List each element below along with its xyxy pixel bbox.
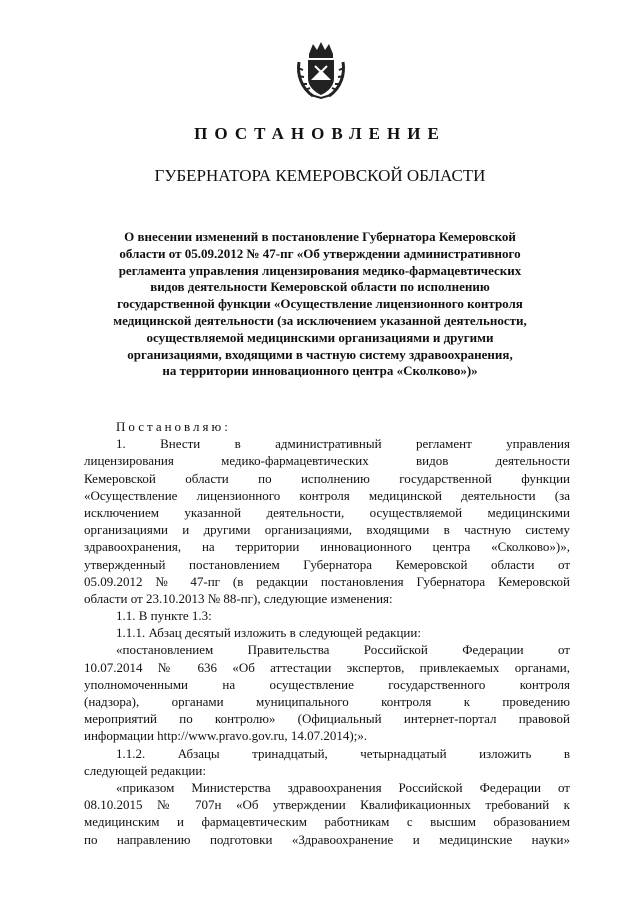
body-line: утвержденный постановлением Губернатора Кемеровской области от bbox=[84, 556, 570, 572]
body-line: 1.1.1. Абзац десятый изложить в следующей редакции: bbox=[116, 625, 421, 641]
body-line: 1.1.2. Абзацы тринадцатый, четырнадцатый изложить в bbox=[116, 745, 570, 761]
document-body bbox=[84, 418, 570, 848]
body-line: «приказом Министерства здравоохранения Российской Федерации от bbox=[116, 779, 570, 795]
document-title: ПОСТАНОВЛЕНИЕ bbox=[194, 124, 446, 143]
body-line: 1.1. В пункте 1.3: bbox=[116, 608, 212, 624]
heading-line: государственной функции «Осуществление лицензионного контроля bbox=[117, 296, 523, 312]
heading-line: осуществляемой медицинскими организациями и другими bbox=[146, 329, 494, 345]
body-line: области от 23.10.2013 № 88-пг), следующие изменения: bbox=[84, 590, 393, 606]
body-line: 05.09.2012 № 47-пг (в редакции постановления Губернатора Кемеровской bbox=[84, 573, 570, 589]
body-line: «Осуществление лицензионного контроля медицинской деятельности (за bbox=[84, 487, 570, 503]
body-line: мероприятий по контролю» (Официальный интернет-портал правовой bbox=[84, 711, 570, 727]
body-line: 10.07.2014 № 636 «Об аттестации экспертов, привлекаемых органами, bbox=[84, 659, 570, 675]
body-line: 1. Внести в административный регламент управления bbox=[116, 436, 570, 452]
body-line: информации http://www.pravo.gov.ru, 14.07.2014);». bbox=[84, 728, 368, 744]
body-line: исключением указанной деятельности, осуществляемой медицинскими bbox=[84, 504, 570, 520]
heading-line: регламента управления лицензирования медико-фармацевтических bbox=[118, 262, 522, 278]
document-heading bbox=[70, 229, 570, 380]
body-line: лицензирования медико-фармацевтических видов деятельности bbox=[84, 453, 570, 469]
body-line: организациями и другими организациями, входящими в частную систему bbox=[84, 522, 570, 538]
body-line: медицинским и фармацевтическим работникам с высшим образованием bbox=[84, 814, 570, 830]
body-line: здравоохранения, на территории инновационного центра «Сколково»)», bbox=[84, 539, 570, 555]
body-line: 08.10.2015 № 707н «Об утверждении Квалификационных требований к bbox=[84, 797, 570, 813]
coat-of-arms-icon bbox=[295, 40, 347, 100]
heading-line: организациями, входящими в частную систему здравоохранения, bbox=[127, 346, 513, 362]
body-line: (надзора), органами муниципального контроля к проведению bbox=[84, 694, 570, 709]
heading-line: видов деятельности Кемеровской области по исполнению bbox=[150, 279, 490, 295]
body-line: уполномоченными на осуществление государственного контроля bbox=[84, 676, 570, 692]
body-line: Постановляю: bbox=[116, 419, 231, 434]
heading-line: медицинской деятельности (за исключением указанной деятельности, bbox=[113, 312, 527, 328]
document-issuer: ГУБЕРНАТОРА КЕМЕРОВСКОЙ ОБЛАСТИ bbox=[154, 166, 486, 185]
body-line: Кемеровской области по исполнению государственной функции bbox=[84, 470, 570, 486]
heading-line: О внесении изменений в постановление Губернатора Кемеровской bbox=[124, 229, 516, 244]
body-line: «постановлением Правительства Российской Федерации от bbox=[116, 642, 570, 658]
body-line: следующей редакции: bbox=[84, 762, 206, 778]
body-line: по направлению подготовки «Здравоохранение и медицинские науки» bbox=[84, 831, 570, 847]
heading-line: области от 05.09.2012 № 47-пг «Об утверждении административного bbox=[119, 245, 521, 261]
heading-line: на территории инновационного центра «Сколково»)» bbox=[162, 363, 478, 379]
